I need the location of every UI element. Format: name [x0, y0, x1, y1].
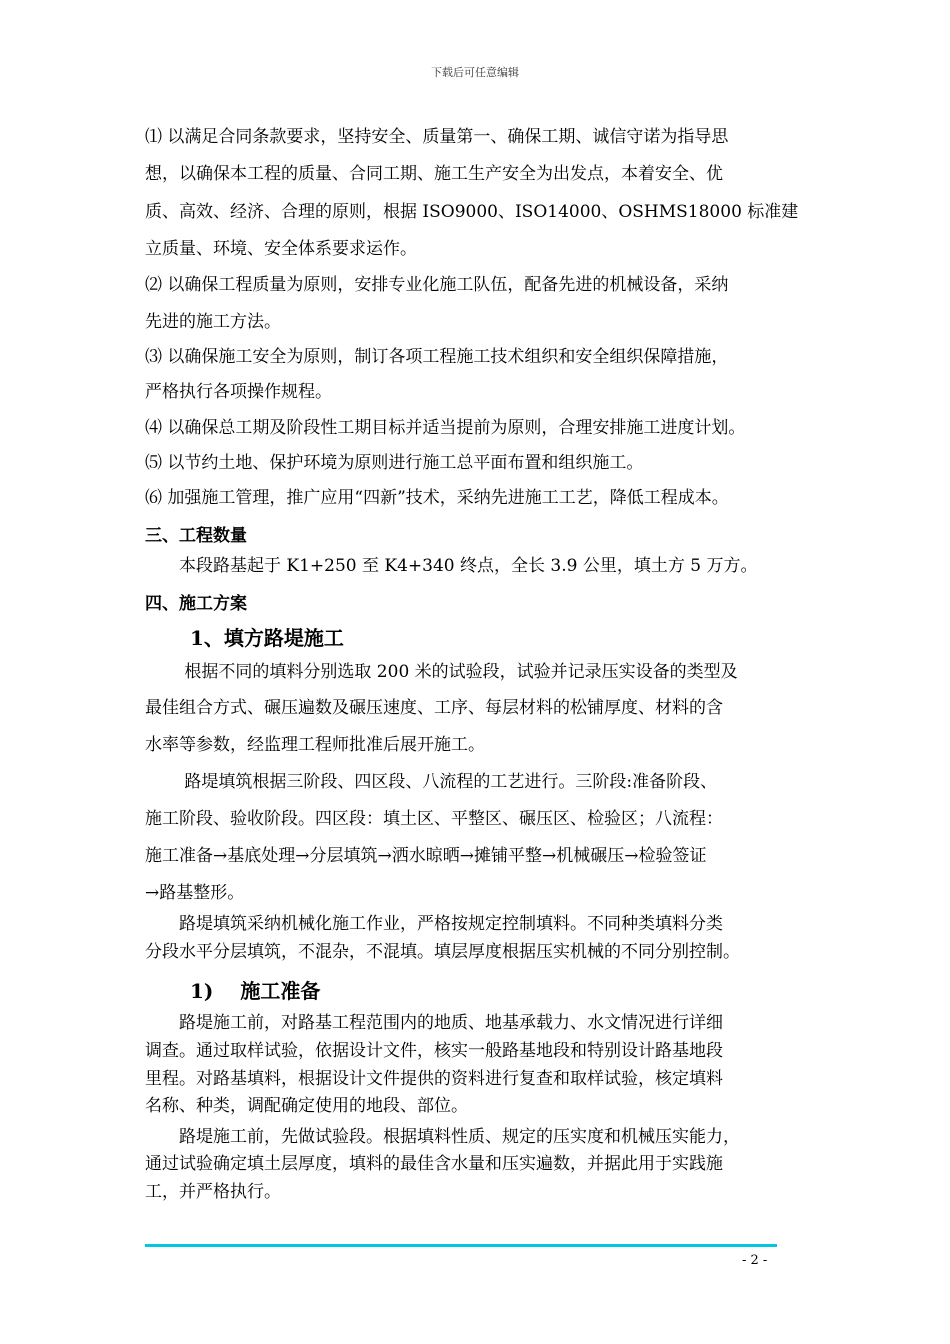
- text-line: 分段水平分层填筑，不混杂，不混填。填层厚度根据压实机械的不同分别控制。: [145, 942, 740, 962]
- text-line: 路堤施工前，先做试验段。根据填料性质、规定的压实度和机械压实能力，: [145, 1127, 740, 1147]
- text-line: ⑴ 以满足合同条款要求，坚持安全、质量第一、确保工期、诚信守诺为指导思: [145, 127, 729, 147]
- text-line: 路堤填筑根据三阶段、四区段、八流程的工艺进行。三阶段:准备阶段、: [145, 772, 718, 792]
- text-line: 先进的施工方法。: [145, 312, 281, 332]
- text-line: ⑵ 以确保工程质量为原则，安排专业化施工队伍，配备先进的机械设备，采纳: [145, 275, 729, 295]
- text-line: 质、高效、经济、合理的原则，根据 ISO9000、ISO14000、OSHMS18000 标准建: [145, 202, 799, 222]
- text-line: ⑷ 以确保总工期及阶段性工期目标并适当提前为原则，合理安排施工进度计划。: [145, 418, 746, 438]
- text-line: 施工阶段、验收阶段。四区段：填土区、平整区、碾压区、检验区；八流程：: [145, 809, 723, 829]
- header-note: 下载后可任意编辑: [431, 66, 519, 79]
- text-line: 里程。对路基填料，根据设计文件提供的资料进行复查和取样试验，核定填料: [145, 1069, 723, 1089]
- text-line: ⑸ 以节约土地、保护环境为原则进行施工总平面布置和组织施工。: [145, 453, 644, 473]
- text-line: 路堤施工前，对路基工程范围内的地质、地基承载力、水文情况进行详细: [145, 1013, 723, 1033]
- text-line: 立质量、环境、安全体系要求运作。: [145, 239, 417, 259]
- text-line: ⑶ 以确保施工安全为原则，制订各项工程施工技术组织和安全组织保障措施，: [145, 347, 729, 367]
- subsection-heading: 1) 施工准备: [190, 979, 321, 1003]
- text-line: 想，以确保本工程的质量、合同工期、施工生产安全为出发点，本着安全、优: [145, 164, 723, 184]
- text-line: 工，并严格执行。: [145, 1182, 281, 1202]
- page-number: - 2 -: [742, 1253, 768, 1268]
- text-line: 严格执行各项操作规程。: [145, 382, 332, 402]
- subsection-heading: 1、填方路堤施工: [190, 626, 344, 650]
- section-heading: 三、工程数量: [145, 526, 247, 546]
- text-line: 施工准备→基底处理→分层填筑→洒水晾晒→摊铺平整→机械碾压→检验签证: [145, 846, 707, 866]
- text-line: 通过试验确定填土层厚度，填料的最佳含水量和压实遍数，并据此用于实践施: [145, 1154, 723, 1174]
- text-line: 根据不同的填料分别选取 200 米的试验段，试验并记录压实设备的类型及: [145, 662, 738, 682]
- text-line: 水率等参数，经监理工程师批准后展开施工。: [145, 735, 485, 755]
- section-heading: 四、施工方案: [145, 594, 247, 614]
- text-line: 路堤填筑采纳机械化施工作业，严格按规定控制填料。不同种类填料分类: [145, 914, 723, 934]
- text-line: 名称、种类，调配确定使用的地段、部位。: [145, 1096, 468, 1116]
- text-line: 最佳组合方式、碾压遍数及碾压速度、工序、每层材料的松铺厚度、材料的含: [145, 698, 723, 718]
- text-line: 调查。通过取样试验，依据设计文件，核实一般路基地段和特别设计路基地段: [145, 1041, 723, 1061]
- footer-rule: [145, 1244, 777, 1247]
- text-line: ⑹ 加强施工管理，推广应用“四新”技术，采纳先进施工工艺，降低工程成本。: [145, 488, 729, 508]
- text-line: 本段路基起于 K1+250 至 K4+340 终点，全长 3.9 公里，填土方 5 万方。: [145, 556, 758, 576]
- text-line: →路基整形。: [145, 883, 245, 903]
